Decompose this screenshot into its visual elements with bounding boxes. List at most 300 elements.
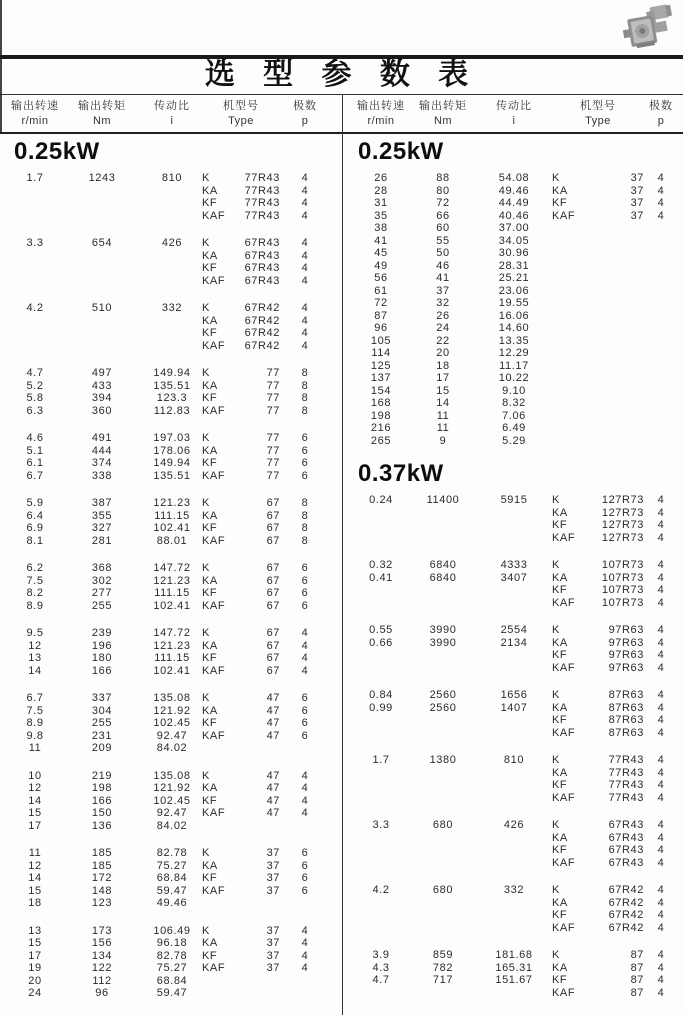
- cell-output-torque: 14: [436, 397, 450, 409]
- row-group: [352, 949, 682, 999]
- cell-type-prefix: KA: [202, 249, 218, 262]
- cell-ratio: 151.67: [495, 974, 533, 986]
- cell-ratio: 23.06: [498, 284, 530, 297]
- cell-poles: 4: [657, 571, 665, 584]
- cell-type-model: 67R42: [244, 302, 280, 314]
- cell-type-model: 67: [266, 509, 280, 522]
- cell-output-torque: 680: [432, 819, 454, 831]
- cell-poles: 8: [301, 509, 309, 522]
- cell-poles: 4: [301, 937, 309, 949]
- cell-poles: 8: [301, 379, 309, 392]
- cell-ratio: [476, 584, 552, 597]
- cell-poles: 4: [301, 627, 309, 639]
- cell-ratio: [142, 340, 202, 353]
- cell-ratio: [476, 519, 552, 532]
- cell-output-speed: [8, 250, 62, 263]
- cell-output-torque: 11: [436, 409, 450, 422]
- cell-poles: 8: [301, 392, 309, 404]
- cell-ratio: 3407: [500, 571, 528, 584]
- cell-poles: 4: [657, 921, 665, 934]
- cell-output-torque: 497: [91, 367, 113, 379]
- table-row: [352, 779, 682, 792]
- cell-output-torque: [410, 519, 476, 532]
- cell-type-model: 97R63: [608, 649, 644, 661]
- header-output-speed: [8, 99, 62, 129]
- cell-poles: [644, 222, 678, 235]
- table-row: [8, 937, 338, 950]
- cell-ratio: 810: [503, 754, 525, 766]
- cell-type-model: 127R73: [601, 531, 644, 544]
- header-output-torque-unit: Nm: [92, 115, 112, 127]
- cell-output-speed: 15: [28, 807, 42, 819]
- cell-output-speed: 35: [374, 209, 388, 222]
- cell-ratio: 82.78: [156, 949, 188, 962]
- table-row: [8, 522, 338, 535]
- cell-type-model: 47: [266, 782, 280, 794]
- cell-ratio: 40.46: [498, 209, 530, 222]
- cell-type-prefix: KAF: [552, 596, 576, 609]
- table-row: [352, 260, 682, 273]
- cell-output-torque: 180: [91, 652, 113, 664]
- cell-type-prefix: KF: [202, 262, 218, 274]
- cell-type-prefix: KA: [552, 766, 568, 779]
- table-row: [8, 987, 338, 1000]
- cell-output-speed: 6.7: [26, 469, 44, 482]
- table-row: [8, 885, 338, 898]
- cell-output-speed: 0.84: [369, 689, 393, 701]
- cell-type-model: 47: [266, 769, 280, 782]
- cell-type-model: 47: [266, 704, 280, 717]
- cell-ratio: [476, 792, 552, 805]
- cell-poles: 4: [301, 262, 309, 274]
- table-header-right: [352, 99, 678, 129]
- cell-output-speed: [8, 262, 62, 275]
- cell-output-torque: 239: [91, 627, 113, 639]
- cell-type-prefix: KA: [202, 639, 218, 652]
- cell-type-model: [592, 360, 644, 373]
- cell-type-model: 37: [630, 209, 644, 222]
- table-row: [352, 222, 682, 235]
- cell-ratio: 123.3: [156, 392, 188, 404]
- row-group: [8, 627, 338, 677]
- cell-output-torque: 166: [91, 664, 113, 677]
- cell-type-prefix: KF: [552, 909, 568, 921]
- cell-type-model: 37: [266, 924, 280, 937]
- cell-ratio: 149.94: [153, 457, 191, 469]
- cell-type-model: [592, 322, 644, 335]
- cell-output-speed: 8.1: [26, 534, 44, 547]
- cell-type-prefix: KAF: [202, 274, 226, 287]
- table-row: [352, 197, 682, 210]
- cell-type-prefix: [552, 435, 592, 448]
- cell-poles: 4: [657, 831, 665, 844]
- cell-poles: 6: [301, 432, 309, 444]
- cell-type-model: 67: [266, 587, 280, 599]
- row-group: [352, 754, 682, 804]
- cell-type-model: [592, 247, 644, 260]
- cell-output-torque: 394: [91, 392, 113, 404]
- cell-type-prefix: [202, 897, 236, 910]
- cell-type-model: 77: [266, 367, 280, 379]
- table-row: [352, 285, 682, 298]
- cell-output-torque: 374: [91, 457, 113, 469]
- row-group: [8, 172, 338, 222]
- cell-output-speed: 17: [28, 949, 42, 962]
- cell-type-model: 47: [266, 692, 280, 704]
- cell-poles: [280, 987, 330, 1000]
- cell-type-prefix: [202, 975, 236, 988]
- cell-type-model: 87: [630, 986, 644, 999]
- cell-type-prefix: KF: [202, 457, 218, 469]
- cell-type-model: [592, 310, 644, 323]
- cell-output-speed: 8.9: [26, 717, 44, 729]
- cell-type-prefix: KAF: [552, 209, 576, 222]
- cell-type-prefix: KAF: [552, 921, 576, 934]
- cell-type-model: 67R43: [608, 831, 644, 844]
- cell-type-model: 67: [266, 652, 280, 664]
- cell-output-torque: [62, 197, 142, 210]
- header-output-speed-zh: 输出转速: [11, 100, 59, 112]
- cell-type-prefix: KF: [202, 872, 218, 884]
- table-row: [352, 624, 682, 637]
- table-row: [352, 767, 682, 780]
- cell-poles: 4: [657, 844, 665, 856]
- cell-poles: 6: [301, 704, 309, 717]
- cell-poles: 6: [301, 872, 309, 884]
- cell-poles: 4: [657, 559, 665, 571]
- cell-output-torque: 219: [91, 769, 113, 782]
- cell-poles: 4: [301, 249, 309, 262]
- cell-ratio: 810: [161, 172, 183, 184]
- header-ratio-zh: 传动比: [496, 100, 532, 112]
- cell-output-torque: 166: [91, 794, 113, 807]
- cell-type-prefix: KAF: [202, 729, 226, 742]
- cell-ratio: [476, 832, 552, 845]
- cell-type-prefix: KA: [202, 509, 218, 522]
- cell-poles: [644, 372, 678, 385]
- cell-type-model: 37: [630, 197, 644, 209]
- cell-type-model: 67: [266, 562, 280, 574]
- cell-ratio: 96.18: [156, 937, 188, 949]
- table-row: [8, 652, 338, 665]
- cell-type-prefix: KF: [552, 714, 568, 726]
- cell-output-torque: 66: [436, 209, 450, 222]
- cell-ratio: [142, 250, 202, 263]
- cell-ratio: 59.47: [156, 884, 188, 897]
- cell-type-prefix: KA: [552, 961, 568, 974]
- cell-type-model: 37: [266, 949, 280, 962]
- cell-ratio: [476, 597, 552, 610]
- cell-ratio: 16.06: [498, 309, 530, 322]
- cell-output-speed: 20: [28, 974, 42, 987]
- cell-ratio: 49.46: [498, 184, 530, 197]
- header-output-speed: [352, 99, 410, 129]
- cell-type-model: 67R42: [608, 909, 644, 921]
- cell-ratio: 5.29: [502, 434, 526, 447]
- cell-output-torque: [410, 507, 476, 520]
- page-title: 选 型 参 数 表: [204, 58, 479, 91]
- cell-poles: 4: [657, 974, 665, 986]
- cell-output-torque: 112: [92, 974, 112, 987]
- cell-output-speed: 6.4: [26, 509, 44, 522]
- cell-poles: 4: [657, 209, 665, 222]
- cell-output-speed: [352, 832, 410, 845]
- table-row: [352, 347, 682, 360]
- cell-output-torque: [410, 922, 476, 935]
- gear-motor-photo-icon: [619, 2, 677, 56]
- cell-type-prefix: KA: [552, 636, 568, 649]
- cell-poles: 4: [301, 172, 309, 184]
- table-row: [8, 327, 338, 340]
- table-row: [8, 172, 338, 185]
- cell-output-speed: 10: [28, 769, 42, 782]
- cell-type-model: 77: [266, 457, 280, 469]
- cell-ratio: 25.21: [498, 272, 530, 284]
- cell-ratio: 92.47: [156, 729, 188, 742]
- table-row: [352, 727, 682, 740]
- header-output-torque-zh: 输出转矩: [78, 100, 126, 112]
- cell-ratio: [476, 844, 552, 857]
- cell-output-torque: 96: [95, 987, 109, 999]
- cell-type-prefix: [552, 410, 592, 423]
- cell-ratio: [476, 987, 552, 1000]
- cell-type-model: 67R43: [244, 237, 280, 249]
- cell-poles: [644, 285, 678, 298]
- cell-poles: [644, 322, 678, 335]
- cell-ratio: 121.92: [153, 704, 191, 717]
- header-ratio-zh: 传动比: [154, 100, 190, 112]
- cell-ratio: 332: [161, 302, 183, 314]
- cell-output-torque: [410, 662, 476, 675]
- cell-output-speed: 5.2: [26, 379, 44, 392]
- cell-ratio: [476, 727, 552, 740]
- cell-output-speed: 0.99: [369, 701, 393, 714]
- table-row: [352, 637, 682, 650]
- cell-ratio: 68.84: [156, 974, 188, 987]
- cell-output-speed: 38: [374, 222, 388, 234]
- table-row: [8, 872, 338, 885]
- cell-type-model: 87: [630, 974, 644, 986]
- cell-type-model: [592, 372, 644, 385]
- table-row: [8, 497, 338, 510]
- cell-type-prefix: KF: [202, 652, 218, 664]
- cell-poles: 4: [657, 909, 665, 921]
- cell-type-model: 67: [266, 639, 280, 652]
- cell-poles: [280, 820, 330, 833]
- cell-ratio: 102.41: [153, 599, 191, 612]
- cell-type-model: 77R43: [608, 766, 644, 779]
- cell-output-speed: 105: [370, 334, 392, 347]
- cell-ratio: [476, 909, 552, 922]
- cell-poles: 6: [301, 847, 309, 859]
- cell-output-torque: [410, 714, 476, 727]
- cell-type-model: 87: [630, 949, 644, 961]
- table-row: [8, 847, 338, 860]
- cell-output-torque: 433: [91, 379, 113, 392]
- table-row: [8, 807, 338, 820]
- cell-type-prefix: [552, 397, 592, 410]
- cell-output-torque: 123: [91, 897, 113, 909]
- cell-output-torque: 72: [436, 197, 450, 209]
- cell-type-model: 77R43: [244, 197, 280, 209]
- row-group: [352, 884, 682, 934]
- cell-ratio: 147.72: [153, 562, 191, 574]
- cell-poles: 4: [301, 782, 309, 794]
- cell-output-torque: 22: [436, 334, 450, 347]
- cell-type-model: [592, 422, 644, 435]
- cell-type-prefix: K: [202, 367, 210, 379]
- cell-type-model: [592, 335, 644, 348]
- cell-output-speed: 17: [28, 819, 42, 832]
- table-row: [8, 730, 338, 743]
- column-divider-line: [342, 95, 343, 1015]
- header-output-torque: [62, 99, 142, 129]
- cell-output-speed: 154: [370, 384, 392, 397]
- cell-type-model: [592, 385, 644, 398]
- cell-type-prefix: KF: [202, 392, 218, 404]
- cell-output-torque: 32: [436, 297, 450, 309]
- cell-ratio: [476, 662, 552, 675]
- cell-output-torque: [410, 987, 476, 1000]
- cell-poles: 4: [657, 172, 665, 184]
- table-row: [352, 494, 682, 507]
- cell-type-model: [236, 742, 280, 755]
- cell-poles: 4: [657, 986, 665, 999]
- cell-ratio: [142, 275, 202, 288]
- cell-type-model: 67R42: [244, 327, 280, 339]
- cell-poles: 4: [301, 327, 309, 339]
- cell-type-prefix: K: [202, 924, 210, 937]
- cell-type-prefix: K: [552, 689, 560, 701]
- header-output-speed-unit: r/min: [21, 115, 49, 127]
- cell-type-prefix: [202, 987, 236, 1000]
- cell-ratio: 135.51: [153, 379, 191, 392]
- cell-ratio: 59.47: [156, 987, 188, 999]
- cell-type-model: 67: [266, 534, 280, 547]
- cell-output-speed: 14: [28, 664, 42, 677]
- cell-poles: 8: [301, 497, 309, 509]
- cell-output-torque: 304: [91, 704, 113, 717]
- cell-poles: 6: [301, 562, 309, 574]
- cell-ratio: 135.08: [153, 769, 191, 782]
- cell-output-torque: [410, 584, 476, 597]
- cell-output-speed: [352, 507, 410, 520]
- cell-type-model: 37: [266, 847, 280, 859]
- cell-ratio: 121.92: [153, 782, 191, 794]
- cell-poles: 8: [301, 522, 309, 534]
- cell-ratio: [142, 197, 202, 210]
- cell-output-torque: 37: [436, 284, 450, 297]
- cell-poles: [644, 247, 678, 260]
- table-row: [8, 262, 338, 275]
- table-row: [352, 857, 682, 870]
- cell-output-torque: 196: [91, 639, 113, 652]
- cell-output-speed: 13: [28, 924, 42, 937]
- cell-poles: 4: [657, 689, 665, 701]
- cell-type-prefix: [552, 260, 592, 273]
- cell-type-prefix: KA: [202, 184, 218, 197]
- cell-output-torque: 355: [91, 509, 113, 522]
- cell-output-speed: [352, 779, 410, 792]
- cell-type-model: [592, 285, 644, 298]
- cell-output-speed: 61: [374, 284, 388, 297]
- cell-type-prefix: KAF: [202, 599, 226, 612]
- cell-poles: 4: [657, 624, 665, 636]
- cell-output-torque: [62, 315, 142, 328]
- cell-output-speed: [352, 792, 410, 805]
- table-row: [8, 925, 338, 938]
- cell-poles: 4: [657, 714, 665, 726]
- cell-type-prefix: KA: [202, 782, 218, 794]
- cell-poles: [644, 297, 678, 310]
- row-group: [8, 432, 338, 482]
- cell-type-prefix: K: [202, 847, 210, 859]
- cell-type-prefix: KA: [202, 937, 218, 949]
- cell-output-torque: [62, 250, 142, 263]
- cell-output-speed: 72: [374, 297, 388, 309]
- cell-ratio: [476, 922, 552, 935]
- cell-type-prefix: KA: [552, 571, 568, 584]
- cell-type-prefix: KA: [202, 574, 218, 587]
- cell-output-speed: 5.9: [26, 497, 44, 509]
- cell-poles: [644, 272, 678, 285]
- cell-type-prefix: KA: [552, 701, 568, 714]
- table-row: [352, 172, 682, 185]
- cell-ratio: 106.49: [153, 924, 191, 937]
- cell-poles: 4: [301, 639, 309, 652]
- cell-output-torque: [62, 185, 142, 198]
- cell-ratio: [142, 327, 202, 340]
- cell-output-speed: 14: [28, 794, 42, 807]
- cell-type-model: [592, 235, 644, 248]
- cell-output-speed: 12: [28, 639, 42, 652]
- cell-type-model: 37: [266, 937, 280, 949]
- cell-output-speed: 4.2: [26, 302, 44, 314]
- cell-type-prefix: KF: [552, 584, 568, 596]
- table-row: [352, 962, 682, 975]
- cell-ratio: 102.45: [153, 794, 191, 807]
- cell-poles: 4: [657, 519, 665, 531]
- cell-poles: 6: [301, 884, 309, 897]
- cell-output-speed: 8.2: [26, 587, 44, 599]
- cell-output-torque: 782: [432, 961, 454, 974]
- cell-ratio: 102.45: [153, 717, 191, 729]
- cell-type-prefix: [552, 372, 592, 385]
- cell-type-prefix: KF: [552, 844, 568, 856]
- cell-ratio: 30.96: [498, 247, 530, 259]
- cell-type-model: 127R73: [601, 506, 644, 519]
- cell-type-prefix: KF: [202, 717, 218, 729]
- table-row: [352, 397, 682, 410]
- cell-type-prefix: KAF: [552, 661, 576, 674]
- cell-type-prefix: KAF: [552, 531, 576, 544]
- cell-type-model: 67R43: [608, 856, 644, 869]
- cell-poles: 4: [301, 664, 309, 677]
- cell-output-torque: 11400: [426, 494, 460, 506]
- cell-type-model: 87R63: [608, 701, 644, 714]
- cell-ratio: 6.49: [502, 422, 526, 434]
- cell-output-torque: [410, 767, 476, 780]
- cell-ratio: 54.08: [498, 172, 530, 184]
- cell-poles: 4: [301, 237, 309, 249]
- cell-poles: 6: [301, 457, 309, 469]
- cell-type-prefix: KAF: [202, 534, 226, 547]
- cell-output-torque: 185: [91, 847, 113, 859]
- cell-type-model: 77R43: [608, 754, 644, 766]
- table-row: [8, 627, 338, 640]
- cell-type-model: 67: [266, 522, 280, 534]
- cell-poles: [644, 347, 678, 360]
